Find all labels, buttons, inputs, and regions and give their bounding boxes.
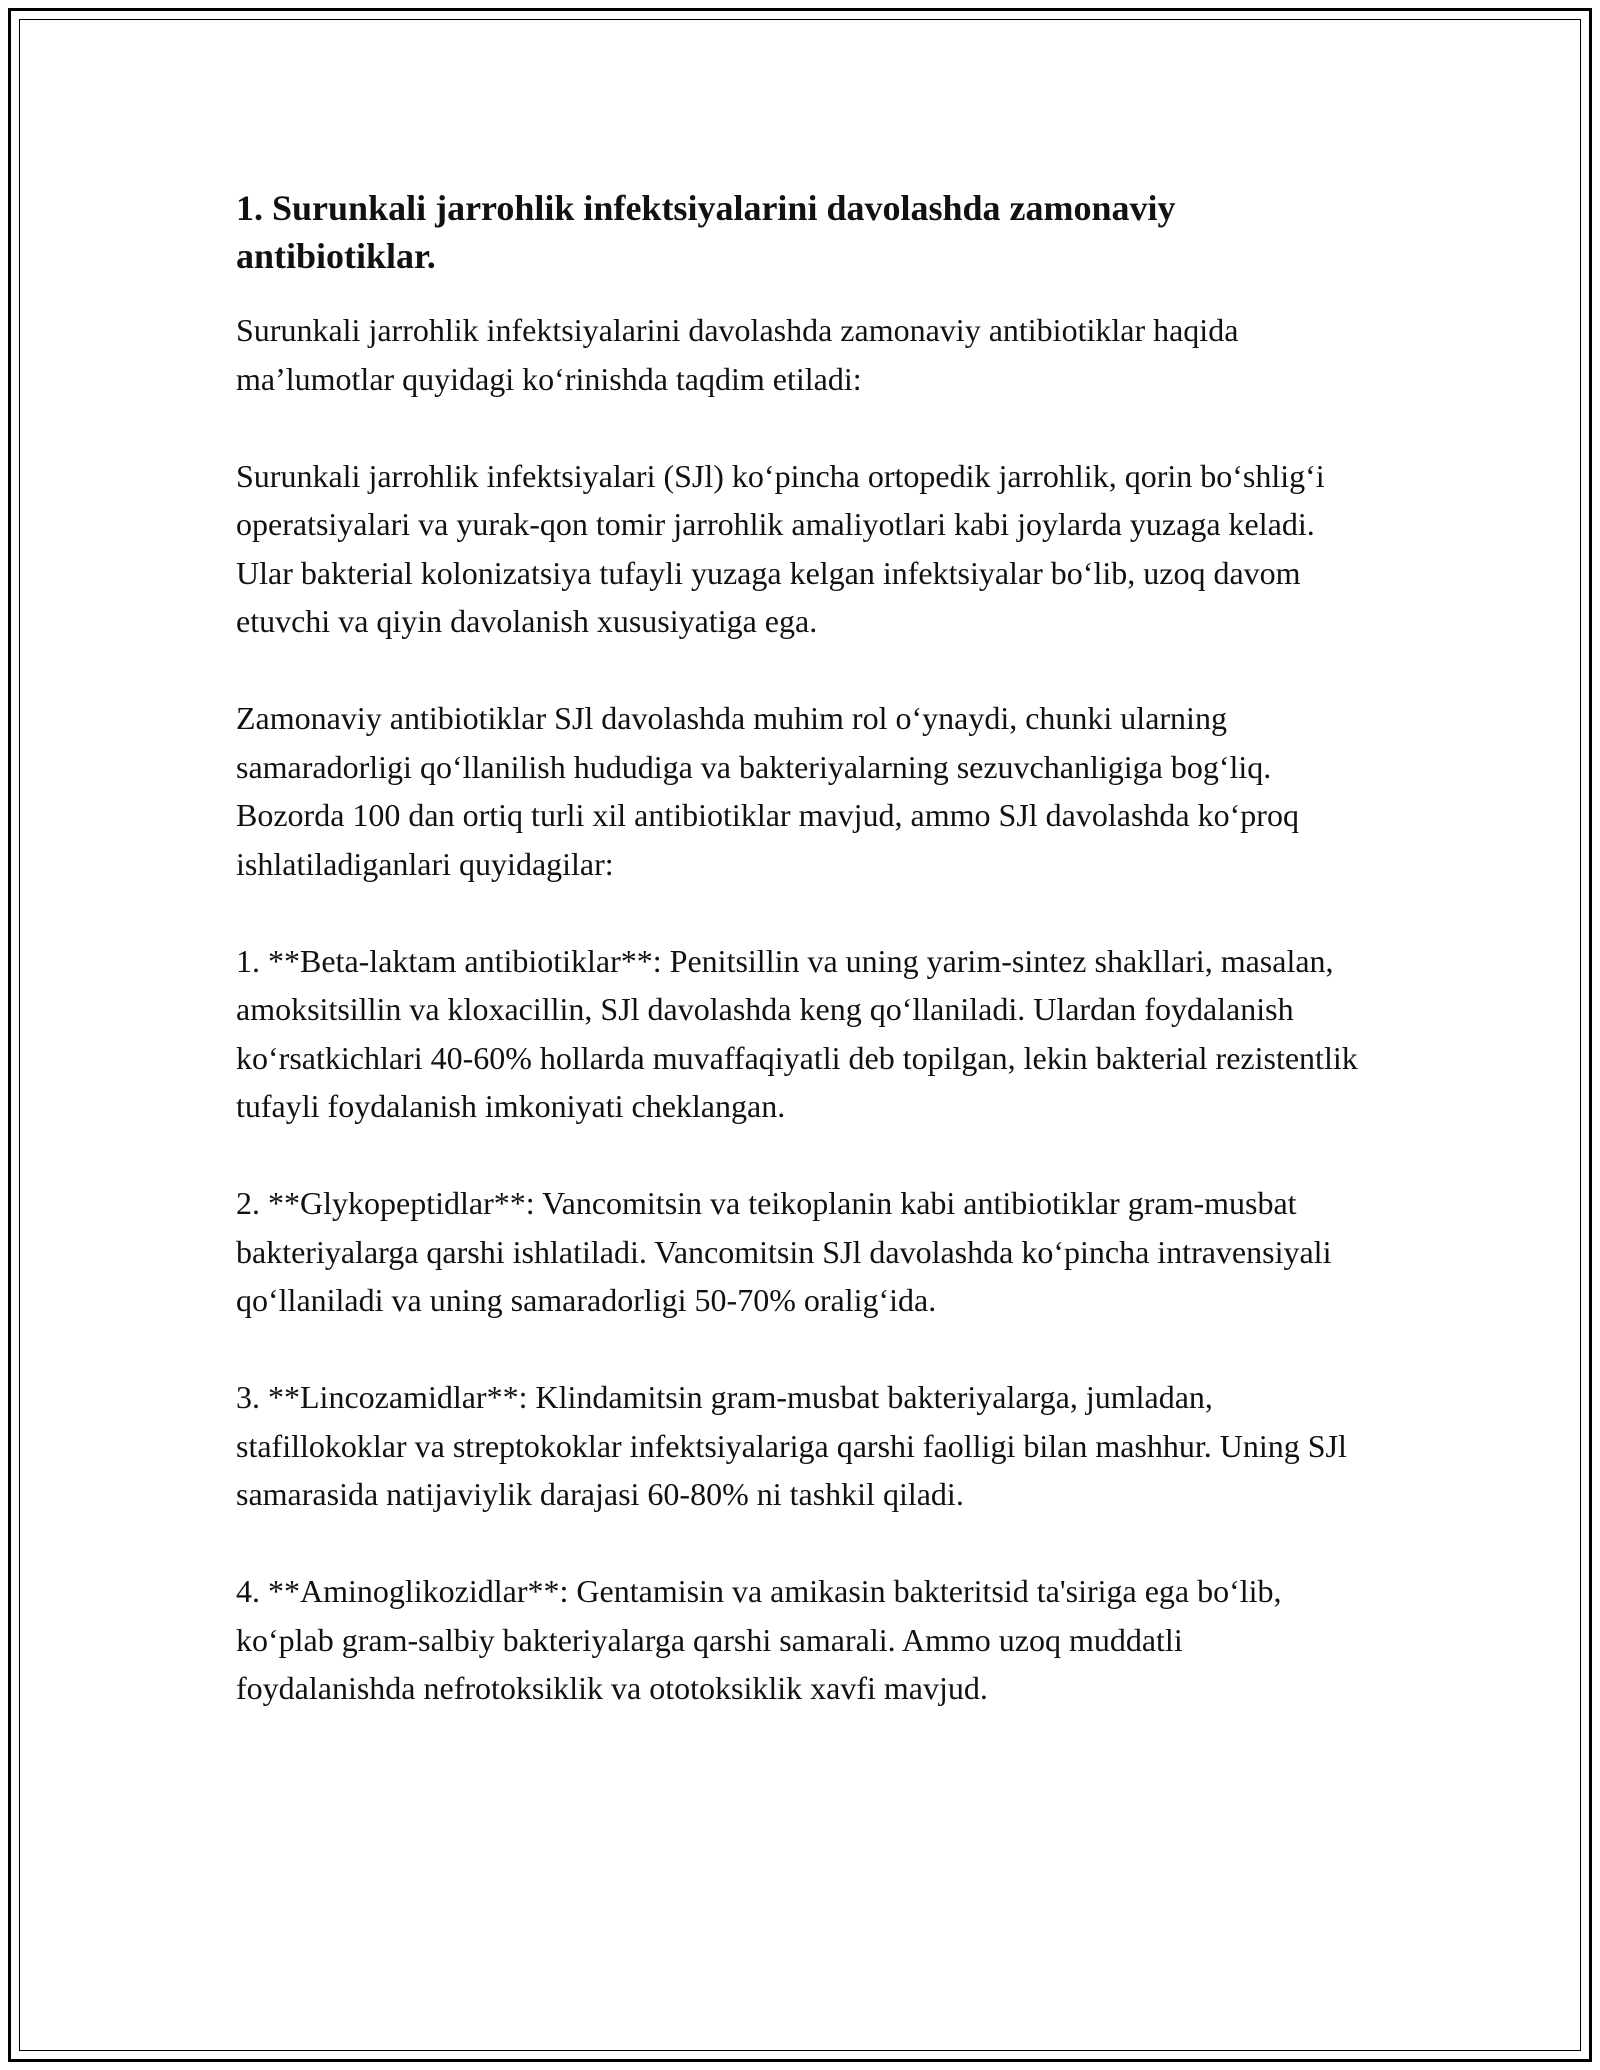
list-item-beta-lactam: 1. **Beta-laktam antibiotiklar**: Penitsillin va uning yarim-sintez shakllari, masalan, amoksitsillin va kloxacillin, SJl davolashda keng qo‘llaniladi. Ulardan foydalanish ko‘rsatkichlari 40-60% hollarda muvaffaqiyatli deb topilgan, lekin bakterial rezistentlik tufayli foydalanish imkoniyati cheklangan. [236,942,1358,1124]
definition-paragraph: Surunkali jarrohlik infektsiyalari (SJl) ko‘pincha ortopedik jarrohlik, qorin bo‘shlig‘i operatsiyalari va yurak-qon tomir jarrohlik amaliyotlari kabi joylarda yuzaga keladi. Ular bakterial kolonizatsiya tufayli yuzaga kelgan infektsiyalar bo‘lib, uzoq davom etuvchi va qiyin davolanish xususiyatiga ega. [236,457,1325,639]
list-item-lincosamides: 3. **Lincozamidlar**: Klindamitsin gram-musbat bakteriyalarga, jumladan, stafillokoklar va streptokoklar infektsiyalariga qarshi faolligi bilan mashhur. Uning SJl samarasida natijaviylik darajasi 60-80% ni tashkil qiladi. [236,1379,1347,1512]
list-item-aminoglycosides: 4. **Aminoglikozidlar**: Gentamisin va amikasin bakteritsid ta'siriga ega bo‘lib, ko‘plab gram-salbiy bakteriyalarga qarshi samarali. Ammo uzoq muddatli foydalanishda nefrotoksiklik va ototoksiklik xavfi mavjud. [236,1573,1282,1706]
overview-paragraph: Zamonaviy antibiotiklar SJl davolashda muhim rol o‘ynaydi, chunki ularning samaradorligi qo‘llanilish hududiga va bakteriyalarning sezuvchanligiga bog‘liq. Bozorda 100 dan ortiq turli xil antibiotiklar mavjud, ammo SJl davolashda ko‘proq ishlatiladiganlari quyidagilar: [236,700,1299,882]
section-heading: 1. Surunkali jarrohlik infektsiyalarini davolashda zamonaviy antibiotiklar. [236,188,1176,276]
document-body [236,184,1366,1761]
intro-paragraph: Surunkali jarrohlik infektsiyalarini davolashda zamonaviy antibiotiklar haqida ma’lumotlar quyidagi ko‘rinishda taqdim etiladi: [236,312,1239,397]
list-item-glycopeptides: 2. **Glykopeptidlar**: Vancomitsin va teikoplanin kabi antibiotiklar gram-musbat bakteriyalarga qarshi ishlatiladi. Vancomitsin SJl davolashda ko‘pincha intravensiyali qo‘llaniladi va uning samaradorligi 50-70% oralig‘ida. [236,1185,1332,1318]
